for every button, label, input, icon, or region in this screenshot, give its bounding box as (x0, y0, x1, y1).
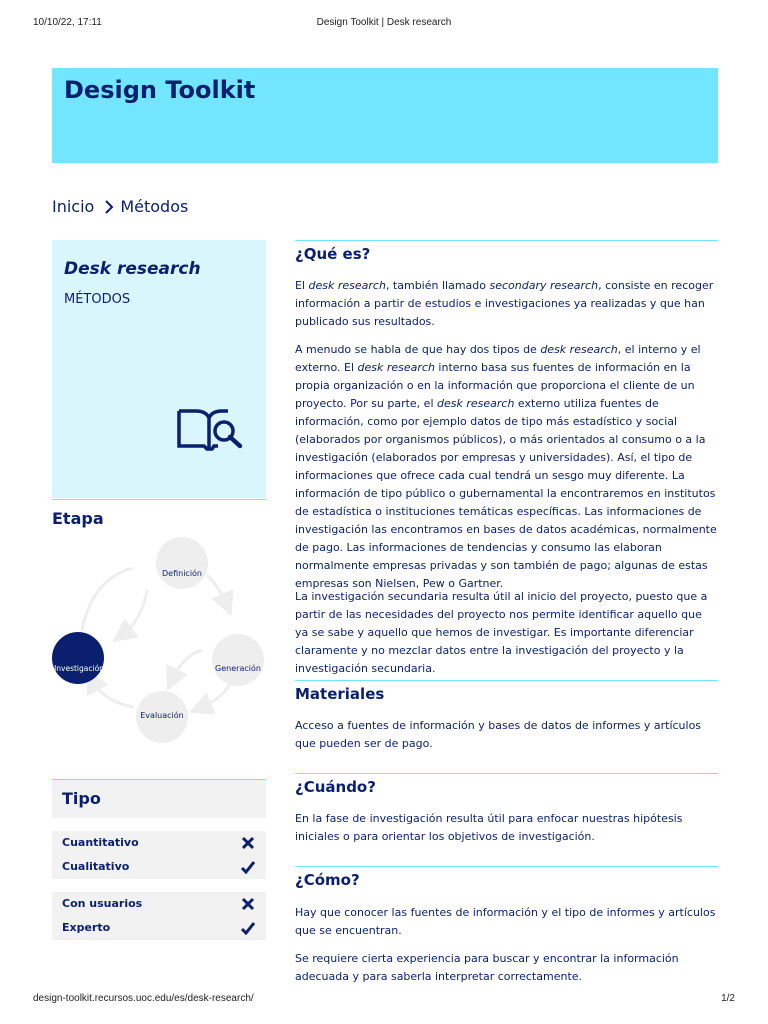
tipo-group-quant (52, 831, 266, 879)
como-paragraph-1: Hay que conocer las fuentes de información y el tipo de informes y artículos que se encuentran. (295, 906, 716, 937)
materiales-paragraph: Acceso a fuentes de información y bases de datos de informes y artículos que pueden ser de pago. (295, 719, 702, 750)
section-que-es (295, 240, 718, 263)
site-logo-link[interactable]: Design Toolkit (64, 76, 256, 104)
stage-evaluacion-label: Evaluación (140, 711, 184, 720)
section-cuando (295, 773, 718, 796)
etapa-title: Etapa (52, 509, 104, 528)
attr-row-cualitativo (52, 855, 266, 879)
attr-row-cuantitativo (52, 831, 266, 855)
stage-definicion-label: Definición (162, 569, 202, 578)
breadcrumb-current-link[interactable]: Métodos (120, 197, 189, 216)
materiales-title: Materiales (295, 685, 385, 703)
tipo-group-users (52, 892, 266, 940)
que-es-paragraph-2: A menudo se habla de que hay dos tipos de desk research, el interno y el externo. El desk research interno basa sus fuentes de información en la propia organización o en la información que proporciona el cliente de un proyecto. Por su parte, el desk research externo utiliza fuentes de información, como por ejemplo datos de tipo más estadístico y social (elaborados por organismos públicos), o más orientados al consumo o a la investigación (elaborados por empresas y universidades). Así, el tipo de informaciones que ofrece cada cual tendrá un sesgo muy diferente. La información de tipo público o gubernamental la encontraremos en institutos de estadística o instituciones temáticas específicas. Las informaciones de investigación las encontramos en bases de datos académicas, normalmente de pago. Las informaciones de tendencias y consumo las elaboran normalmente empresas privadas y son también de pago; algunas de estas empresas son Nielsen, Pew o Gartner. (295, 343, 717, 590)
print-page-number: 1/2 (721, 993, 735, 1004)
check-icon (240, 859, 256, 875)
print-datetime: 10/10/22, 17:11 (33, 17, 102, 28)
cuando-title: ¿Cuándo? (295, 778, 376, 796)
attr-label: Cuantitativo (62, 836, 139, 849)
tipo-header (52, 779, 266, 818)
breadcrumb (52, 197, 188, 216)
como-paragraph-2: Se requiere cierta experiencia para buscar y encontrar la información adecuada y para saberla interpretar correctamente. (295, 952, 679, 983)
que-es-paragraph-1: El desk research, también llamado secondary research, consiste en recoger información a partir de estudios e investigaciones ya realizadas y que han publicado sus resultados. (295, 279, 714, 328)
stage-generacion (212, 634, 264, 686)
stage-investigacion-label: Investigación (54, 664, 104, 673)
method-title: Desk research (64, 259, 201, 279)
stage-definicion (156, 537, 208, 589)
print-title: Design Toolkit | Desk research (316, 17, 452, 28)
cuando-paragraph: En la fase de investigación resulta útil para enfocar nuestras hipótesis iniciales o para orientar los objetivos de investigación. (295, 812, 683, 843)
etapa-divider (52, 499, 266, 500)
attr-label: Experto (62, 921, 111, 934)
stage-generacion-label: Generación (215, 664, 261, 673)
attr-row-con-usuarios (52, 892, 266, 916)
section-como (295, 866, 718, 889)
site-banner (52, 68, 718, 163)
method-category: MÉTODOS (64, 292, 131, 307)
attr-label: Cualitativo (62, 860, 130, 873)
stage-investigacion (52, 632, 104, 684)
que-es-title: ¿Qué es? (295, 245, 371, 263)
como-title: ¿Cómo? (295, 871, 360, 889)
print-url: design-toolkit.recursos.uoc.edu/es/desk-research/ (33, 993, 254, 1004)
chevron-right-icon (104, 200, 114, 214)
section-materiales (295, 680, 718, 703)
cross-icon (240, 896, 256, 912)
stage-cycle-diagram (52, 530, 266, 750)
cross-icon (240, 835, 256, 851)
que-es-paragraph-3: La investigación secundaria resulta útil al inicio del proyecto, puesto que a partir de las necesidades del proyecto nos permite identificar aquello que ya se sabe y aquello que hemos de investigar. Es importante diferenciar claramente y no mezclar datos entre la investigación del proyecto y la investigación secundaria. (295, 590, 708, 675)
breadcrumb-home-link[interactable]: Inicio (52, 197, 95, 216)
tipo-title: Tipo (62, 789, 101, 808)
book-search-icon (176, 406, 246, 452)
attr-label: Con usuarios (62, 897, 143, 910)
check-icon (240, 920, 256, 936)
attr-row-experto (52, 916, 266, 940)
method-card (52, 240, 266, 498)
